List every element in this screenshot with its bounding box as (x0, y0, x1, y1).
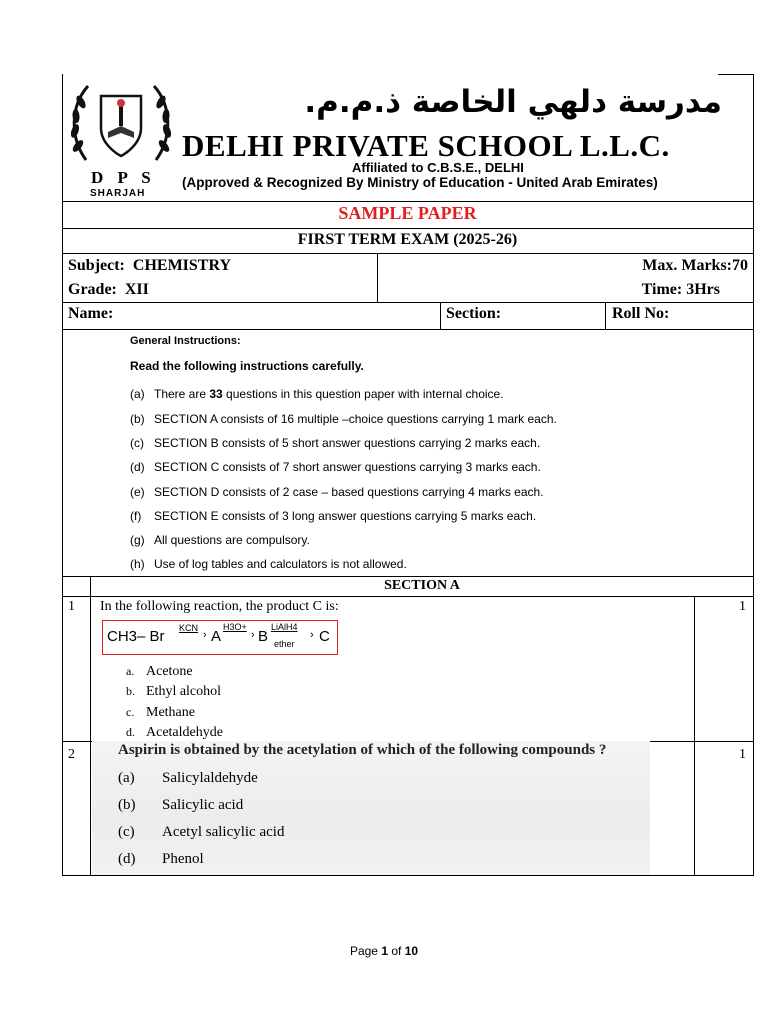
rule-sample-bottom (62, 228, 754, 229)
instruction-tag: (c) (130, 436, 144, 450)
sample-paper-label: SAMPLE PAPER (338, 203, 477, 223)
logo-dps-text: D P S (91, 168, 156, 187)
question-number: 1 (68, 599, 75, 614)
school-name: DELHI PRIVATE SCHOOL L.L.C. (182, 128, 670, 163)
rule-subject-divider (377, 253, 378, 302)
product-a: A (211, 628, 222, 645)
reaction-start: CH3– Br (107, 628, 165, 645)
instruction-item: (c) SECTION B consists of 5 short answer questions carrying 2 marks each. (130, 436, 541, 450)
page-border-left (62, 74, 63, 876)
instruction-tag: (e) (130, 485, 145, 499)
reagent-h3o: H3O+ (223, 622, 247, 632)
option-text: Acetaldehyde (146, 725, 223, 740)
question-text: In the following reaction, the product C is: (100, 599, 339, 614)
product-c: C (319, 628, 330, 645)
arrow-icon: › (203, 629, 207, 641)
instruction-tag: (d) (130, 460, 145, 474)
roll-no-label: Roll No: (612, 305, 670, 322)
rule-section-title-bottom (62, 596, 754, 597)
question-marks: 1 (739, 747, 746, 762)
option-text: Salicylaldehyde (162, 770, 258, 786)
approval-text: (Approved & Recognized By Ministry of Education - United Arab Emirates) (182, 175, 658, 190)
grade-field (68, 281, 149, 299)
option-tag: c. (126, 705, 135, 719)
option-item[interactable] (126, 684, 221, 700)
option-tag: b. (126, 684, 135, 698)
arrow-icon: › (310, 629, 314, 641)
page-current: 1 (381, 944, 388, 958)
option-text: Acetyl salicylic acid (162, 824, 285, 840)
exam-time: Time: 3Hrs (641, 281, 720, 298)
question-marks: 1 (739, 599, 746, 614)
option-text: Methane (146, 705, 195, 720)
option-item[interactable] (126, 705, 195, 721)
arrow-icon: › (251, 629, 255, 641)
option-item[interactable] (118, 824, 284, 841)
option-text: Phenol (162, 851, 204, 867)
page-border-right (753, 74, 754, 876)
rule-roll-divider (605, 302, 606, 329)
option-text: Acetone (146, 664, 193, 679)
page-footer: Page 1 of 10 (349, 944, 419, 958)
rule-marks-divider (694, 596, 695, 875)
subject-label: Subject: (68, 257, 125, 274)
instructions-heading: General Instructions: (130, 335, 241, 347)
option-item[interactable] (126, 664, 193, 680)
section-label: Section: (446, 305, 502, 322)
rule-name-bottom (62, 329, 754, 330)
reagent-kcn: KCN (179, 623, 199, 633)
instruction-item: (d) SECTION C consists of 7 short answer questions carrying 3 marks each. (130, 460, 541, 474)
instruction-tag: (b) (130, 412, 145, 426)
school-logo (66, 76, 176, 168)
affiliation-text: Affiliated to C.B.S.E., DELHI (352, 160, 524, 175)
logo-sharjah-text: SHARJAH (90, 188, 146, 199)
reaction-scheme (102, 620, 338, 655)
option-text: Salicylic acid (162, 797, 244, 813)
subject-value: CHEMISTRY (132, 257, 232, 274)
instruction-tag: (a) (130, 387, 145, 401)
rule-header-bottom (62, 201, 754, 202)
rule-qnum-divider (90, 576, 91, 875)
option-tag: d. (126, 725, 135, 739)
option-tag: a. (126, 664, 135, 678)
reagent-lialh4: LiAlH4 (271, 622, 298, 632)
option-tag: (a) (118, 770, 135, 786)
rule-q2-bottom (62, 875, 754, 876)
max-marks: Max. Marks:70 (642, 257, 748, 274)
instruction-item: (h) Use of log tables and calculators is not allowed. (130, 557, 407, 571)
option-item[interactable] (126, 725, 223, 741)
reagent-ether: ether (274, 639, 295, 649)
question-text: Aspirin is obtained by the acetylation of which of the following compounds ? (118, 742, 607, 758)
instruction-item: (f) SECTION E consists of 3 long answer questions carrying 5 marks each. (130, 509, 537, 523)
rule-section-divider (440, 302, 441, 329)
rule-instructions-bottom (62, 576, 754, 577)
name-label: Name: (68, 305, 114, 322)
instruction-tag: (h) (130, 557, 145, 571)
rule-exam-bottom (62, 253, 754, 254)
option-tag: (d) (118, 851, 136, 867)
page-total: 10 (404, 944, 419, 958)
option-tag: (b) (118, 797, 136, 813)
subject-field (68, 257, 231, 275)
instructions-subheading: Read the following instructions carefully. (130, 359, 364, 373)
instruction-item: (b) SECTION A consists of 16 multiple –choice questions carrying 1 mark each. (130, 412, 557, 426)
option-item[interactable] (118, 797, 243, 814)
option-item[interactable] (118, 851, 204, 868)
exam-title: FIRST TERM EXAM (2025-26) (297, 231, 518, 248)
instruction-tag: (f) (130, 509, 142, 523)
rule-subject-bottom (62, 302, 754, 303)
instruction-tag: (g) (130, 533, 145, 547)
page-border-top (718, 74, 754, 75)
grade-label: Grade: (68, 281, 117, 298)
question-number: 2 (68, 747, 75, 762)
option-tag: (c) (118, 824, 135, 840)
instruction-item: (a) There are 33 questions in this question paper with internal choice. (130, 387, 504, 401)
product-b: B (258, 628, 269, 645)
option-text: Ethyl alcohol (146, 684, 222, 699)
school-name-arabic: مدرسة دلهي الخاصة ذ.م.م. (304, 84, 722, 120)
section-a-title: SECTION A (384, 578, 460, 593)
grade-value: XII (124, 281, 149, 298)
instruction-item: (e) SECTION D consists of 2 case – based questions carrying 4 marks each. (130, 485, 544, 499)
option-item[interactable] (118, 770, 258, 787)
instruction-item: (g) All questions are compulsory. (130, 533, 310, 547)
